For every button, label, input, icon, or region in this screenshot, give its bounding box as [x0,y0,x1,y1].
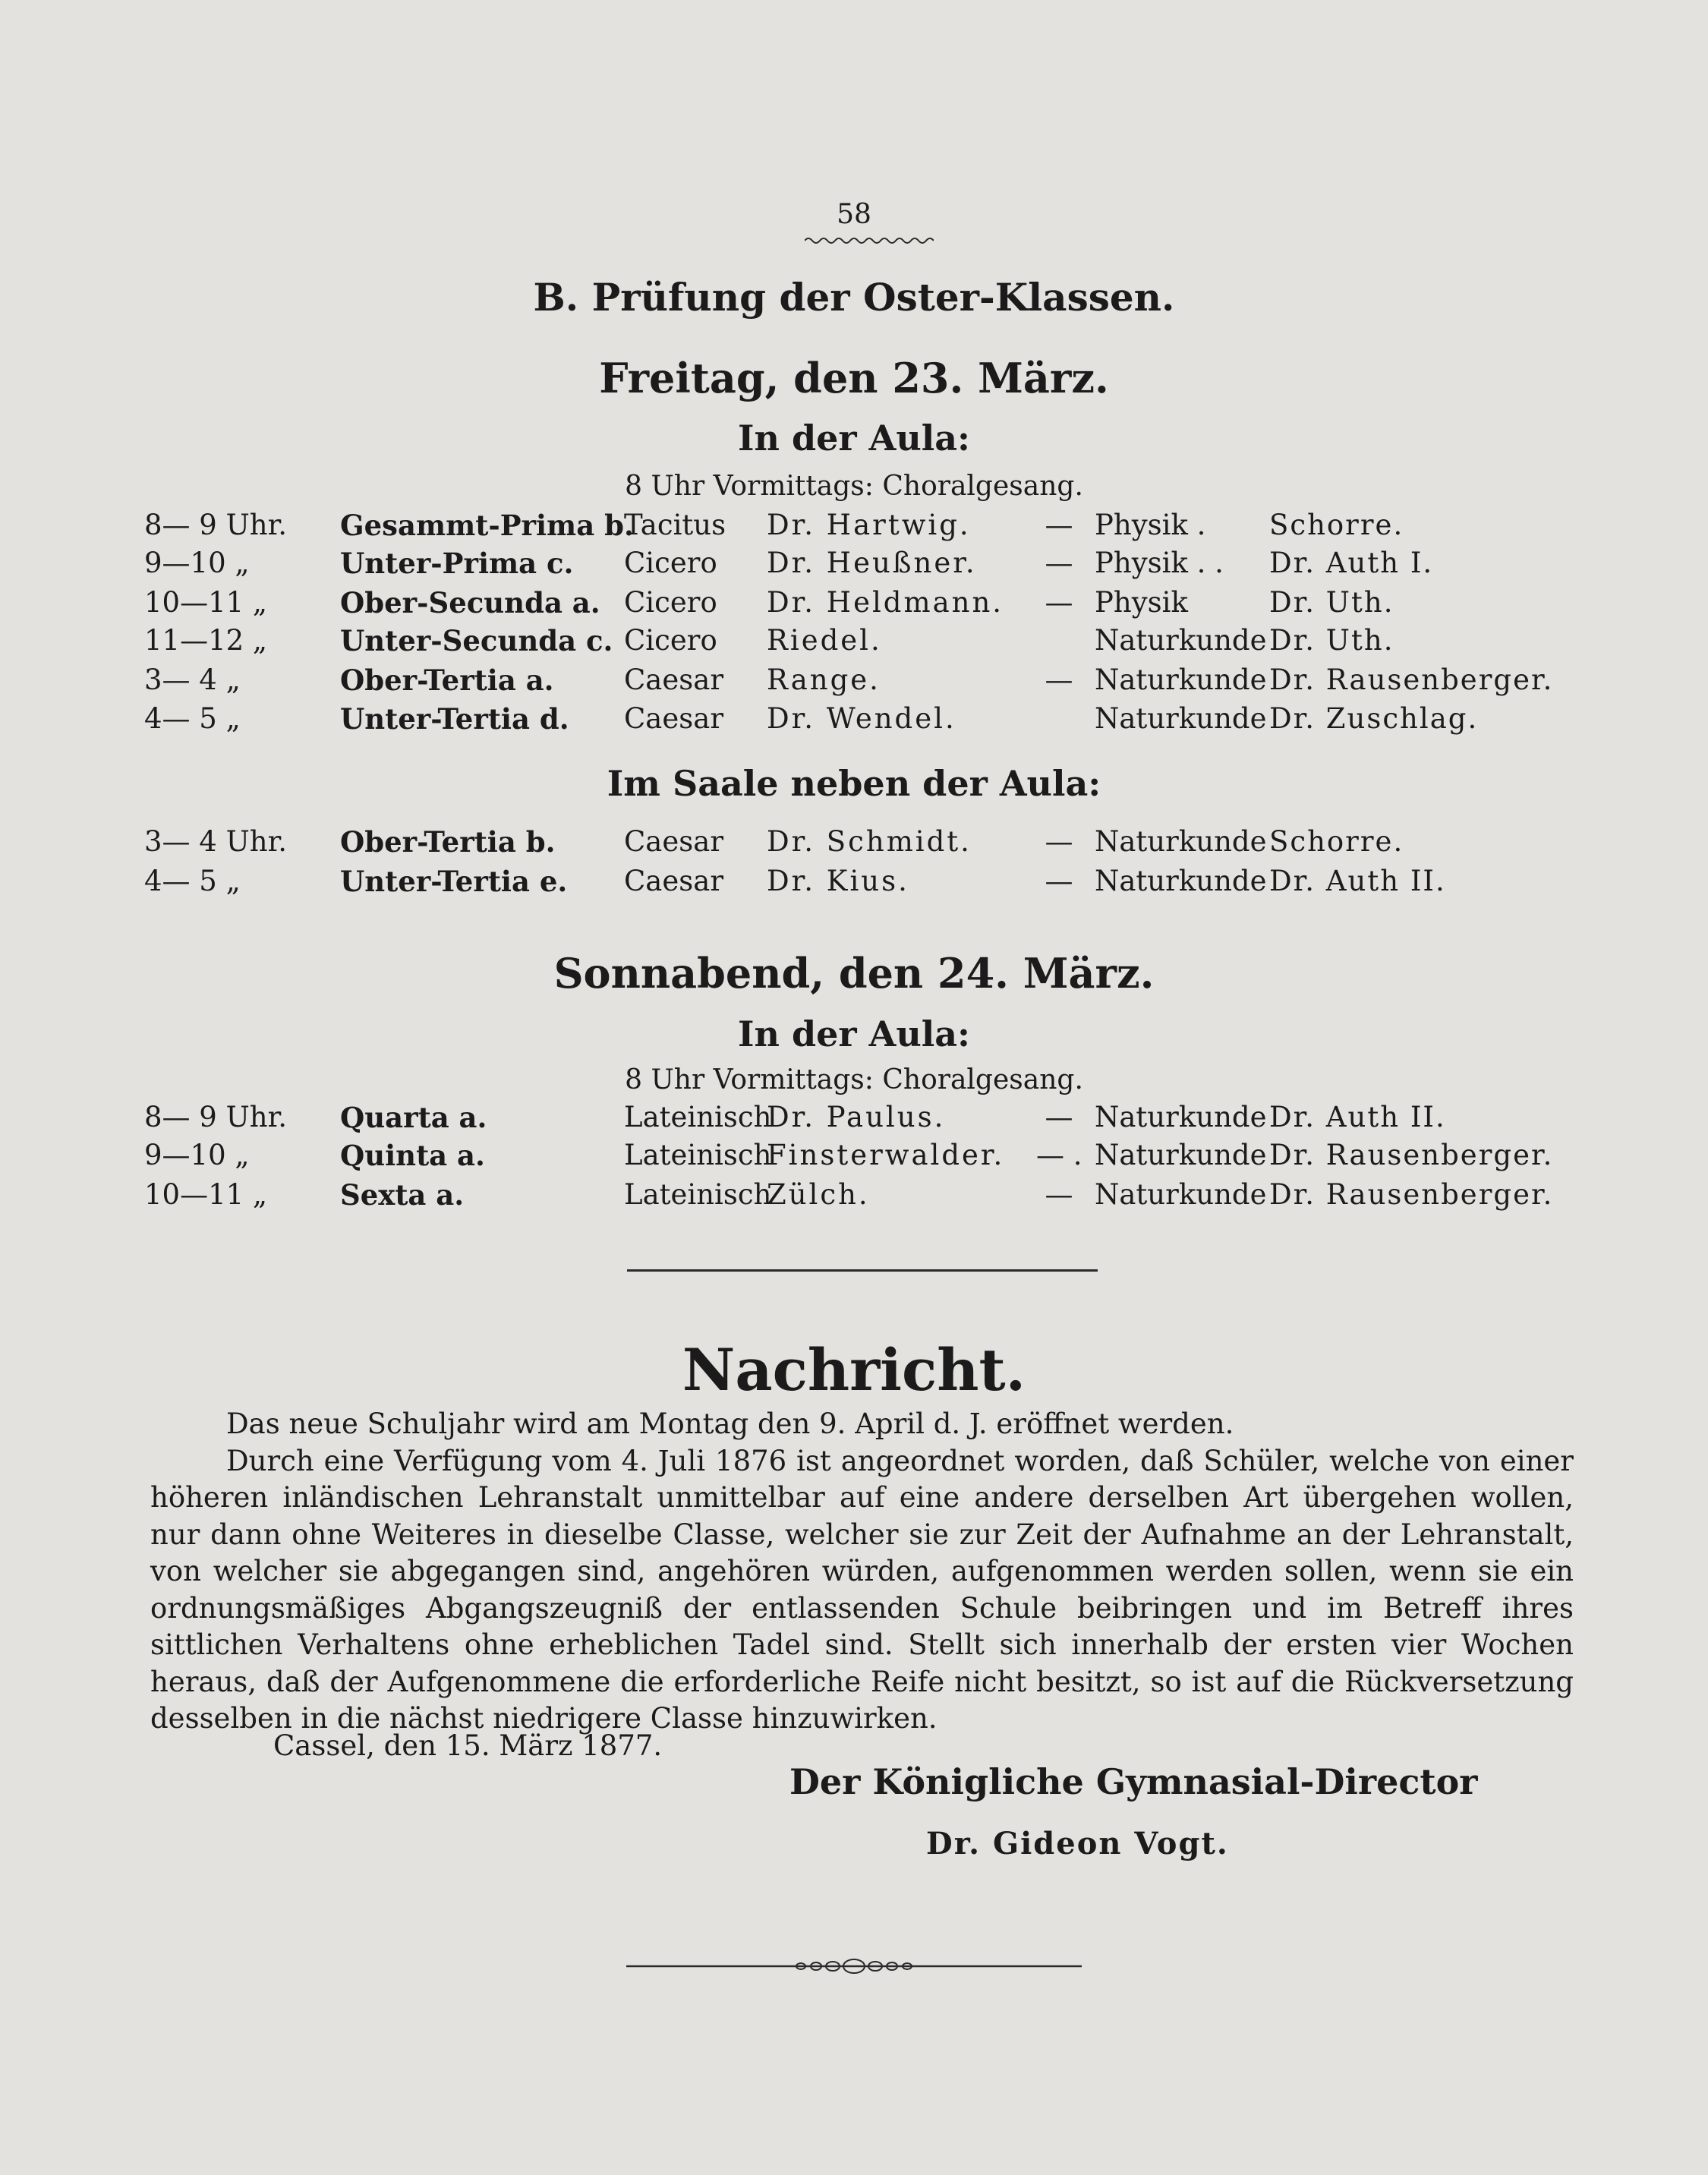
row-examiner: Dr. Auth II. [1269,1101,1446,1133]
row-examiner: Schorre. [1269,509,1404,541]
page-number: 58 [837,199,871,230]
row-class: Sexta a. [340,1178,465,1212]
row-dash: — [1045,865,1073,897]
row-dash: — [1045,1101,1073,1133]
row-time: 9—10 „ [144,1139,250,1171]
row-time: 10—11 „ [144,1178,268,1211]
row-time: 10—11 „ [144,586,268,619]
row-class: Ober-Secunda a. [340,586,600,619]
signature-name: Dr. Gideon Vogt. [926,1826,1229,1861]
schedule-row [0,1139,1708,1177]
day1-opening: 8 Uhr Vormittags: Choralgesang. [625,471,1083,502]
row-examiner: Dr. Auth I. [1269,547,1434,579]
row-subject2: Physik . . [1095,547,1224,579]
row-time: 3— 4 „ [144,664,241,696]
closing-ornament-icon [626,1955,1082,1978]
row-subject: Lateinisch [624,1101,772,1133]
row-teacher: Range. [767,664,881,696]
row-examiner: Schorre. [1269,825,1404,858]
row-examiner: Dr. Rausenberger. [1269,1139,1554,1171]
schedule-row [0,1178,1708,1216]
row-time: 9—10 „ [144,547,250,579]
row-class: Unter-Tertia e. [340,865,568,898]
row-subject: Cicero [624,624,717,657]
row-class: Quinta a. [340,1139,485,1172]
row-dash: — [1045,1178,1073,1211]
row-examiner: Dr. Rausenberger. [1269,1178,1554,1211]
row-subject: Lateinisch [624,1178,772,1211]
row-subject: Caesar [624,664,723,696]
row-subject2: Naturkunde [1095,664,1267,696]
row-examiner: Dr. Uth. [1269,586,1394,619]
row-time: 4— 5 „ [144,865,241,897]
row-subject2: Physik [1095,586,1188,619]
row-teacher: Dr. Heußner. [767,547,977,579]
schedule-row [0,664,1708,701]
row-class: Unter-Secunda c. [340,624,613,657]
row-teacher: Dr. Schmidt. [767,825,972,858]
row-teacher: Zülch. [767,1178,870,1211]
row-subject: Caesar [624,825,723,858]
row-class: Unter-Prima c. [340,547,574,580]
day1-heading: Freitag, den 23. März. [599,354,1109,402]
divider-rule [627,1269,1098,1272]
schedule-row [0,586,1708,624]
day2-opening: 8 Uhr Vormittags: Choralgesang. [625,1064,1083,1095]
row-teacher: Finsterwalder. [767,1139,1005,1171]
row-time: 8— 9 Uhr. [144,509,287,541]
row-dash: — [1045,586,1073,619]
schedule-row [0,509,1708,547]
schedule-row [0,1101,1708,1139]
section-heading: B. Prüfung der Oster-Klassen. [533,275,1175,320]
row-class: Quarta a. [340,1101,487,1134]
row-subject: Caesar [624,702,723,735]
row-time: 4— 5 „ [144,702,241,735]
schedule-row [0,825,1708,863]
row-dash: — [1045,547,1073,579]
row-subject: Cicero [624,586,717,619]
row-subject2: Naturkunde [1095,865,1267,897]
row-subject2: Naturkunde [1095,1178,1267,1211]
schedule-row [0,702,1708,740]
day1-location-saal: Im Saale neben der Aula: [607,763,1101,804]
row-examiner: Dr. Auth II. [1269,865,1446,897]
day2-location-aula: In der Aula: [737,1013,971,1054]
row-time: 8— 9 Uhr. [144,1101,287,1133]
row-subject: Tacitus [624,509,726,541]
row-examiner: Dr. Uth. [1269,624,1394,657]
schedule-row [0,865,1708,903]
day1-location-aula: In der Aula: [737,418,971,459]
row-teacher: Dr. Kius. [767,865,909,897]
row-examiner: Dr. Rausenberger. [1269,664,1554,696]
dateline: Cassel, den 15. März 1877. [273,1729,663,1762]
row-teacher: Dr. Paulus. [767,1101,946,1133]
row-class: Ober-Tertia a. [340,664,554,697]
notice-heading: Nachricht. [682,1336,1026,1404]
row-teacher: Dr. Heldmann. [767,586,1004,619]
row-class: Ober-Tertia b. [340,825,556,859]
schedule-row [0,624,1708,662]
row-teacher: Dr. Wendel. [767,702,956,735]
row-dash: — . [1036,1139,1082,1171]
row-class: Gesammt-Prima b. [340,509,634,542]
row-teacher: Riedel. [767,624,882,657]
day2-heading: Sonnabend, den 24. März. [553,949,1155,998]
notice-paragraph-2: Durch eine Verfügung vom 4. Juli 1876 ist angeordnet worden, daß Schüler, welche von einer höheren inländischen Lehranstalt unmittelbar auf eine andere derselben Art übergehen wollen, nur dann ohne Weiteres in dieselbe Classe, welcher sie zur Zeit der Aufnahme an der Lehranstalt, von welcher sie abgegangen sind, angehören würden, aufgenommen werden sollen, wenn sie ein ordnungsmäßiges Abgangszeugniß der entlassenden Schule beibringen und im Betreff ihres sittlichen Verhaltens ohne erheblichen Tadel sind. Stellt sich innerhalb der ersten vier Wochen heraus, daß der Aufgenommene die erforderliche Reife nicht besitzt, so ist auf die Rückversetzung desselben in die nächst niedrigere Classe hinzuwirken. [150,1444,1574,1735]
row-subject2: Naturkunde [1095,624,1267,657]
row-dash: — [1045,509,1073,541]
row-dash: — [1045,664,1073,696]
schedule-row [0,547,1708,585]
row-class: Unter-Tertia d. [340,702,569,736]
wavy-rule [805,235,934,246]
row-subject2: Naturkunde [1095,1139,1267,1171]
notice-paragraph-1: Das neue Schuljahr wird am Montag den 9. April d. J. eröffnet werden. [226,1407,1234,1440]
row-subject2: Naturkunde [1095,825,1267,858]
row-subject2: Naturkunde [1095,702,1267,735]
row-subject2: Naturkunde [1095,1101,1267,1133]
notice-body [150,1406,1574,1738]
row-time: 11—12 „ [144,624,268,657]
row-time: 3— 4 Uhr. [144,825,287,858]
row-subject: Lateinisch [624,1139,772,1171]
row-teacher: Dr. Hartwig. [767,509,971,541]
row-subject: Caesar [624,865,723,897]
row-dash: — [1045,825,1073,858]
row-subject: Cicero [624,547,717,579]
row-subject2: Physik . [1095,509,1206,541]
signature-title: Der Königliche Gymnasial-Director [789,1761,1478,1802]
row-examiner: Dr. Zuschlag. [1269,702,1479,735]
